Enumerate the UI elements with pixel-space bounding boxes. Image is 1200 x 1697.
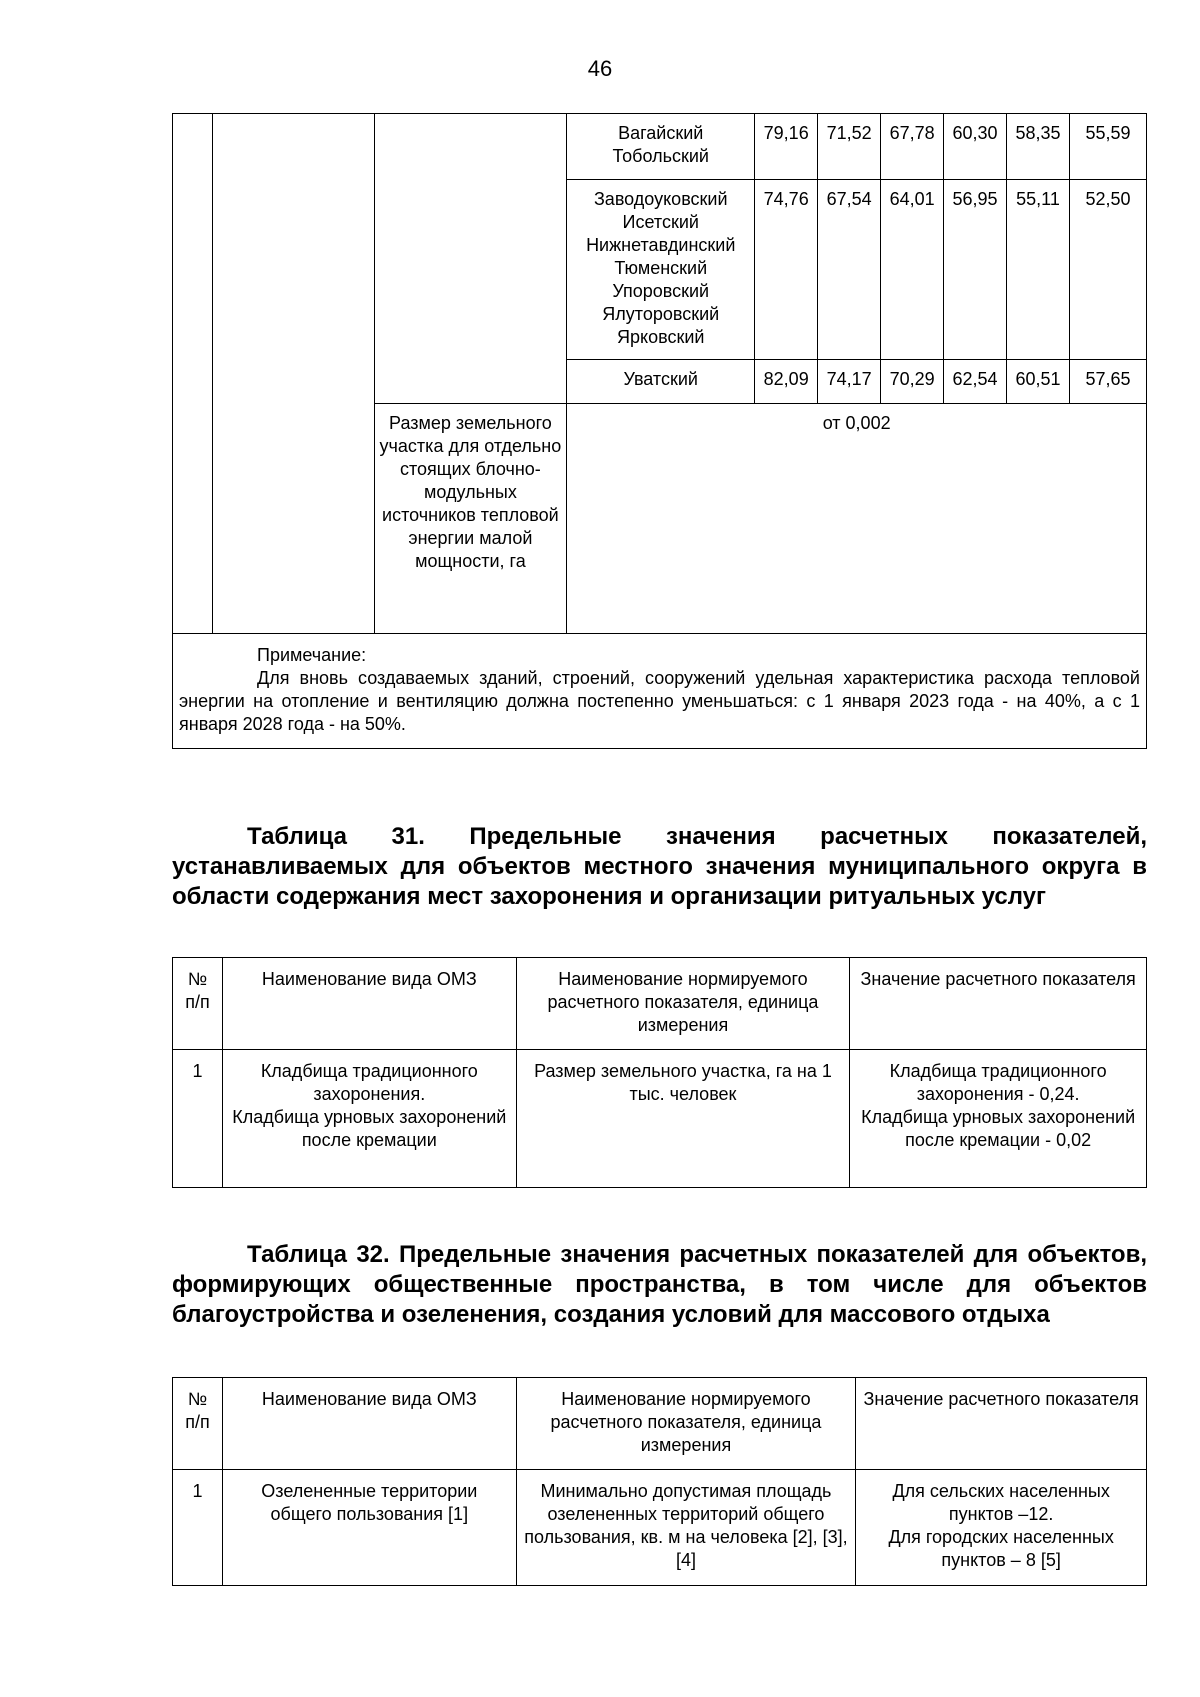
empty-cell <box>212 114 374 634</box>
value-cell: Для сельских населенных пунктов –12. Для городских населенных пунктов – 8 [5] <box>856 1470 1147 1586</box>
value-cell: 58,35 <box>1007 114 1070 180</box>
value-cell: Кладбища традиционного захоронения - 0,24. Кладбища урновых захоронений после кремации - 0,02 <box>850 1050 1147 1188</box>
value-cell: 64,01 <box>881 180 944 360</box>
note-text: Для вновь создаваемых зданий, строений, сооружений удельная характеристика расхода тепловой энергии на отопление и вентиляцию должна постепенно уменьшаться: с 1 января 2023 года - на 40%, а с 1 января 2028 года - на 50%. <box>179 668 1140 734</box>
header-cell: Наименование нормируемого расчетного показателя, единица измерения <box>516 1378 856 1470</box>
header-cell: Значение расчетного показателя <box>850 958 1147 1050</box>
value-cell: 62,54 <box>944 360 1007 404</box>
table-header-row <box>173 958 1147 1050</box>
value-cell: 57,65 <box>1069 360 1146 404</box>
table-row <box>173 1050 1147 1188</box>
note-title: Примечание: <box>257 645 367 665</box>
value-cell: 79,16 <box>755 114 818 180</box>
row-number-cell: 1 <box>173 1050 223 1188</box>
table-row <box>173 114 1147 180</box>
table-header-row <box>173 1378 1147 1470</box>
note-row <box>173 634 1147 749</box>
value-cell: 82,09 <box>755 360 818 404</box>
table-row <box>173 1470 1147 1586</box>
header-cell: № п/п <box>173 1378 223 1470</box>
district-cell: Вагайский Тобольский <box>567 114 755 180</box>
header-cell: Наименование вида ОМЗ <box>222 958 516 1050</box>
land-size-value: от 0,002 <box>567 404 1147 634</box>
value-cell: 60,30 <box>944 114 1007 180</box>
indicator-cell: Размер земельного участка, га на 1 тыс. человек <box>516 1050 850 1188</box>
value-cell: 60,51 <box>1007 360 1070 404</box>
value-cell: 55,11 <box>1007 180 1070 360</box>
value-cell: 55,59 <box>1069 114 1146 180</box>
continuation-table <box>172 113 1147 749</box>
omz-type-cell: Озелененные территории общего пользования [1] <box>222 1470 516 1586</box>
omz-type-cell: Кладбища традиционного захоронения. Кладбища урновых захоронений после кремации <box>222 1050 516 1188</box>
table-31 <box>172 957 1147 1188</box>
value-cell: 70,29 <box>881 360 944 404</box>
header-cell: Значение расчетного показателя <box>856 1378 1147 1470</box>
value-cell: 74,17 <box>818 360 881 404</box>
page-number: 46 <box>587 56 613 81</box>
value-cell: 67,78 <box>881 114 944 180</box>
value-cell: 71,52 <box>818 114 881 180</box>
note-cell <box>173 634 1147 749</box>
value-cell: 74,76 <box>755 180 818 360</box>
empty-cell <box>374 114 567 404</box>
value-cell: 56,95 <box>944 180 1007 360</box>
table-32-heading: Таблица 32. Предельные значения расчетных показателей для объектов, формирующих общественные пространства, в том числе для объектов благоустройства и озеленения, создания условий для массового отдыха <box>172 1241 1147 1328</box>
table-31-heading: Таблица 31. Предельные значения расчетных показателей, устанавливаемых для объектов местного значения муниципального округа в области содержания мест захоронения и организации ритуальных услуг <box>172 823 1147 910</box>
row-number-cell: 1 <box>173 1470 223 1586</box>
table-32 <box>172 1377 1147 1586</box>
header-cell: № п/п <box>173 958 223 1050</box>
value-cell: 67,54 <box>818 180 881 360</box>
indicator-cell: Минимально допустимая площадь озелененных территорий общего пользования, кв. м на человека [2], [3], [4] <box>516 1470 856 1586</box>
empty-cell <box>173 114 213 634</box>
district-cell: Уватский <box>567 360 755 404</box>
header-cell: Наименование вида ОМЗ <box>222 1378 516 1470</box>
header-cell: Наименование нормируемого расчетного показателя, единица измерения <box>516 958 850 1050</box>
district-cell: Заводоуковский Исетский Нижнетавдинский Тюменский Упоровский Ялуторовский Ярковский <box>567 180 755 360</box>
land-size-label: Размер земельного участка для отдельно стоящих блочно-модульных источников тепловой энергии малой мощности, га <box>374 404 567 634</box>
value-cell: 52,50 <box>1069 180 1146 360</box>
